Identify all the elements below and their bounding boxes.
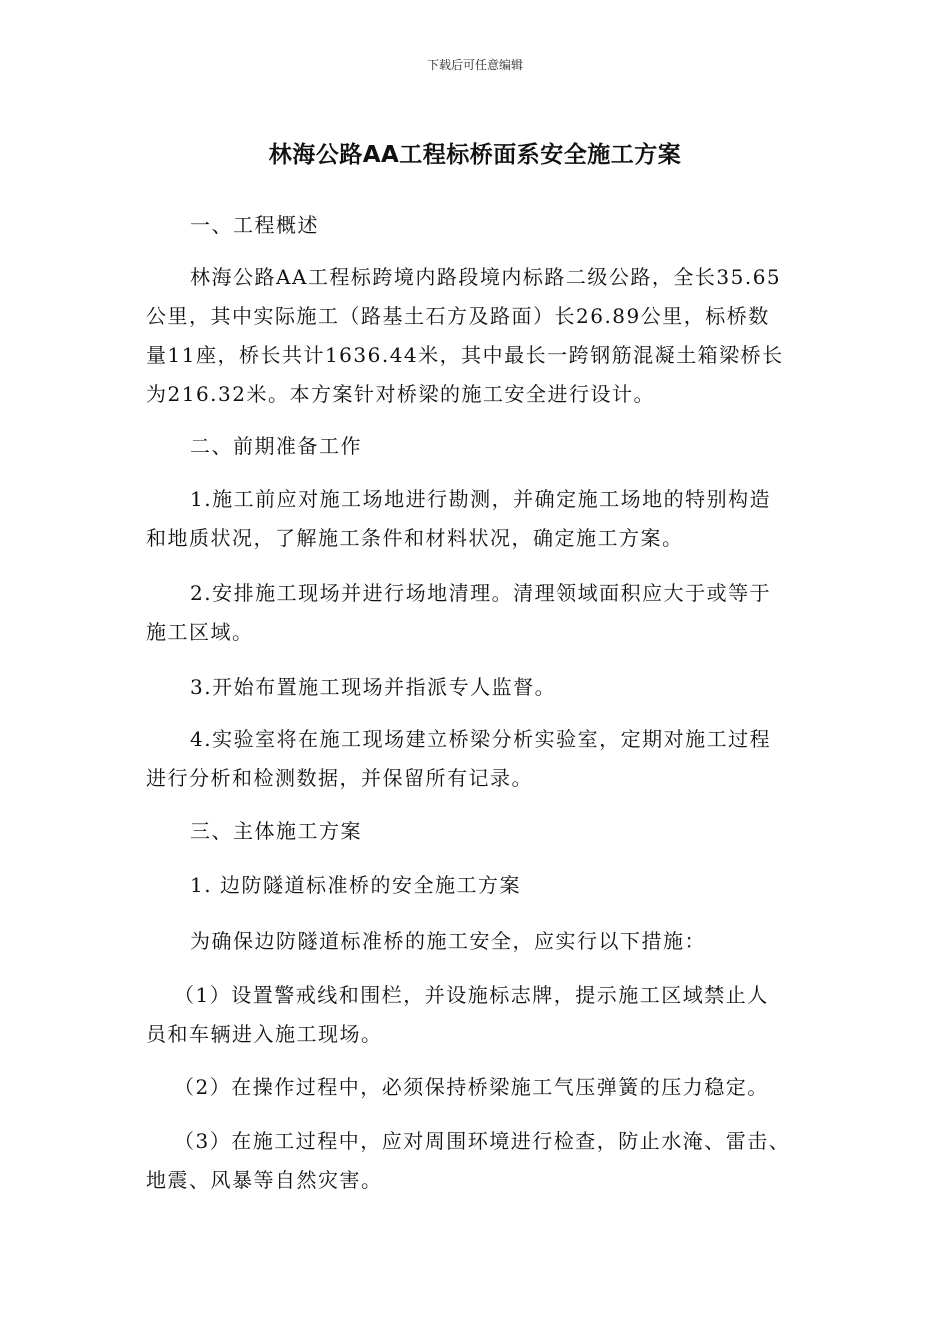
prep-item-2 [146, 574, 826, 652]
text-line: 林海公路AA工程标跨境内路段境内标路二级公路，全长35.65 [190, 265, 782, 289]
prep-item-1 [146, 480, 826, 558]
text-line: 施工区域。 [146, 620, 254, 644]
text-line: 3.开始布置施工现场并指派专人监督。 [190, 675, 557, 699]
text-line: 公里，其中实际施工（路基土石方及路面）长26.89公里，标桥数 [146, 304, 770, 328]
measure-1 [146, 976, 826, 1054]
section-heading-overview: 一、工程概述 [190, 213, 319, 237]
text-line: （3）在施工过程中，应对周围环境进行检查，防止水淹、雷击、 [174, 1129, 791, 1153]
text-line: 进行分析和检测数据，并保留所有记录。 [146, 766, 533, 790]
text-line: 和地质状况，了解施工条件和材料状况，确定施工方案。 [146, 526, 684, 550]
text-line: 2.安排施工现场并进行场地清理。清理领域面积应大于或等于 [190, 581, 772, 605]
text-line: 4.实验室将在施工现场建立桥梁分析实验室，定期对施工过程 [190, 727, 772, 751]
section-heading-preparation: 二、前期准备工作 [190, 434, 362, 458]
text-line: 为216.32米。本方案针对桥梁的施工安全进行设计。 [146, 382, 655, 406]
text-line: 1.施工前应对施工场地进行勘测，并确定施工场地的特别构造 [190, 487, 772, 511]
text-line: 地震、风暴等自然灾害。 [146, 1168, 383, 1192]
section-heading-main-plan: 三、主体施工方案 [190, 819, 362, 843]
header-note: 下载后可任意编辑 [426, 58, 523, 72]
document-title: 林海公路AA工程标桥面系安全施工方案 [268, 142, 682, 168]
subsection-heading: 1. 边防隧道标准桥的安全施工方案 [190, 873, 521, 897]
text-line: （1）设置警戒线和围栏，并设施标志牌，提示施工区域禁止人 [174, 983, 769, 1007]
prep-item-4 [146, 720, 826, 798]
text-line: 员和车辆进入施工现场。 [146, 1022, 383, 1046]
text-line: （2）在操作过程中，必须保持桥梁施工气压弹簧的压力稳定。 [174, 1075, 769, 1099]
measure-2 [146, 1068, 826, 1107]
measure-3 [146, 1122, 836, 1200]
text-line: 量11座，桥长共计1636.44米，其中最长一跨钢筋混凝土箱梁桥长 [146, 343, 784, 367]
measures-intro: 为确保边防隧道标准桥的施工安全，应实行以下措施： [190, 929, 706, 953]
overview-paragraph [146, 258, 826, 414]
prep-item-3 [146, 668, 826, 707]
